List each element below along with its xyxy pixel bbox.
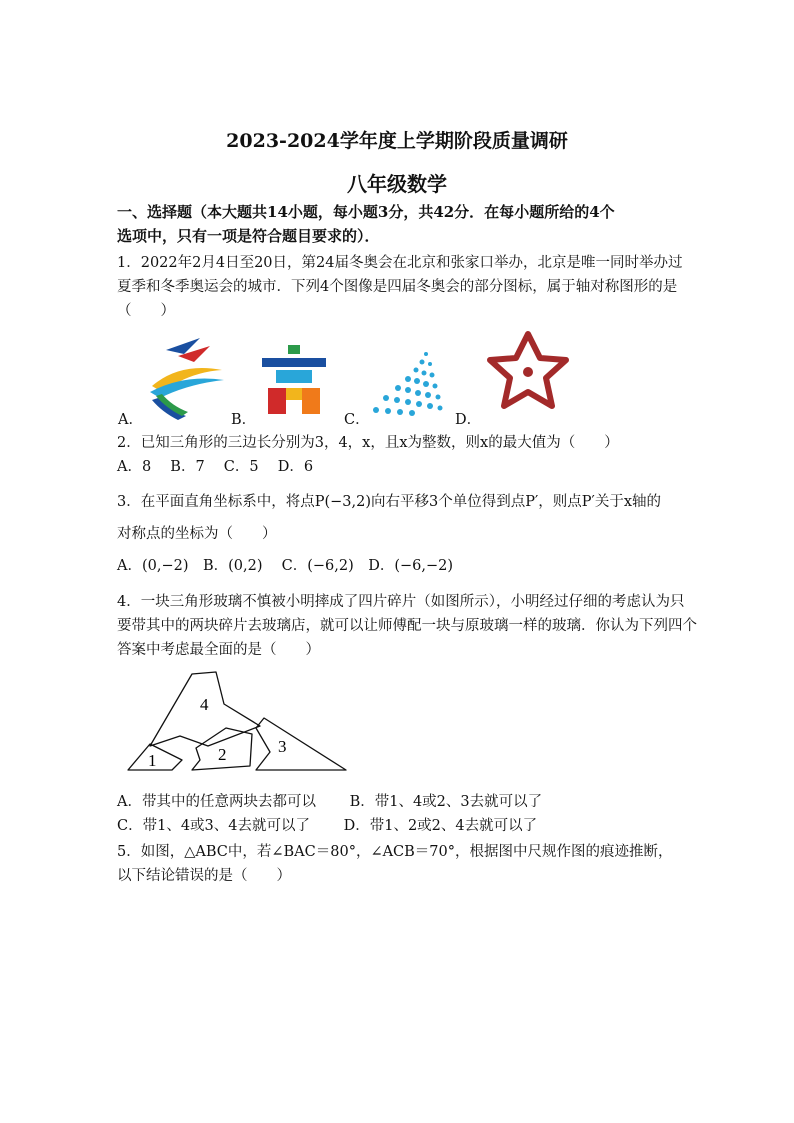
fragment-label-2: 2 bbox=[218, 745, 227, 764]
q3-line2: 对称点的坐标为（ ） bbox=[117, 526, 277, 542]
q4-line3: 答案中考虑最全面的是（ ） bbox=[117, 642, 320, 658]
q3-options: A．(0,−2) B．(0,2) C．(−6,2) D．(−6,−2) bbox=[117, 558, 454, 574]
page-title: 2023-2024学年度上学期阶段质量调研 bbox=[226, 130, 568, 152]
q4-line1: 4．一块三角形玻璃不慎被小明摔成了四片碎片（如图所示），小明经过仔细的考虑认为只 bbox=[117, 594, 685, 610]
q1-line3: （ ） bbox=[117, 303, 175, 319]
q5-line1: 5．如图，△ABC中，若∠BAC＝80°，∠ACB＝70°，根据图中尺规作图的痕迹推断， bbox=[117, 844, 673, 860]
q1-option-b: B． bbox=[231, 412, 257, 428]
fragment-label-3: 3 bbox=[278, 737, 287, 756]
q4-options-ab: A．带其中的任意两块去都可以 B．带1、4或2、3去就可以了 bbox=[117, 794, 543, 810]
winter-games-logo-d bbox=[484, 328, 572, 412]
glass-fragments-figure bbox=[120, 668, 352, 776]
q1-option-a: A． bbox=[118, 412, 143, 428]
page-subtitle: 八年级数学 bbox=[347, 172, 447, 196]
fragment-label-4: 4 bbox=[200, 695, 209, 714]
q2-options: A．8 B．7 C．5 D．6 bbox=[117, 459, 314, 475]
q1-option-c: C． bbox=[344, 412, 370, 428]
q4-line2: 要带其中的两块碎片去玻璃店，就可以让师傅配一块与原玻璃一样的玻璃．你认为下列四个 bbox=[117, 618, 697, 634]
q3-line1: 3．在平面直角坐标系中，将点P(−3,2)向右平移3个单位得到点P′，则点P′关于x轴的 bbox=[117, 494, 662, 510]
q1-line1: 1．2022年2月4日至20日，第24届冬奥会在北京和张家口举办，北京是唯一同时举办过 bbox=[117, 255, 683, 271]
section-heading-line1: 一、选择题（本大题共14小题，每小题3分，共42分．在每小题所给的4个 bbox=[117, 203, 615, 221]
q1-line2: 夏季和冬季奥运会的城市．下列4个图像是四届冬奥会的部分图标，属于轴对称图形的是 bbox=[117, 279, 678, 295]
q1-option-d: D． bbox=[455, 412, 482, 428]
fragment-label-1: 1 bbox=[148, 751, 157, 770]
winter-games-logo-b bbox=[256, 340, 336, 420]
q5-line2: 以下结论错误的是（ ） bbox=[117, 868, 291, 884]
winter-games-logo-a bbox=[140, 332, 230, 422]
q4-options-cd: C．带1、4或3、4去就可以了 D．带1、2或2、4去就可以了 bbox=[117, 818, 538, 834]
q2-stem: 2．已知三角形的三边长分别为3，4，x，且x为整数，则x的最大值为（ ） bbox=[117, 435, 619, 451]
section-heading-line2: 选项中，只有一项是符合题目要求的）． bbox=[117, 227, 380, 245]
winter-games-logo-c bbox=[368, 346, 448, 418]
